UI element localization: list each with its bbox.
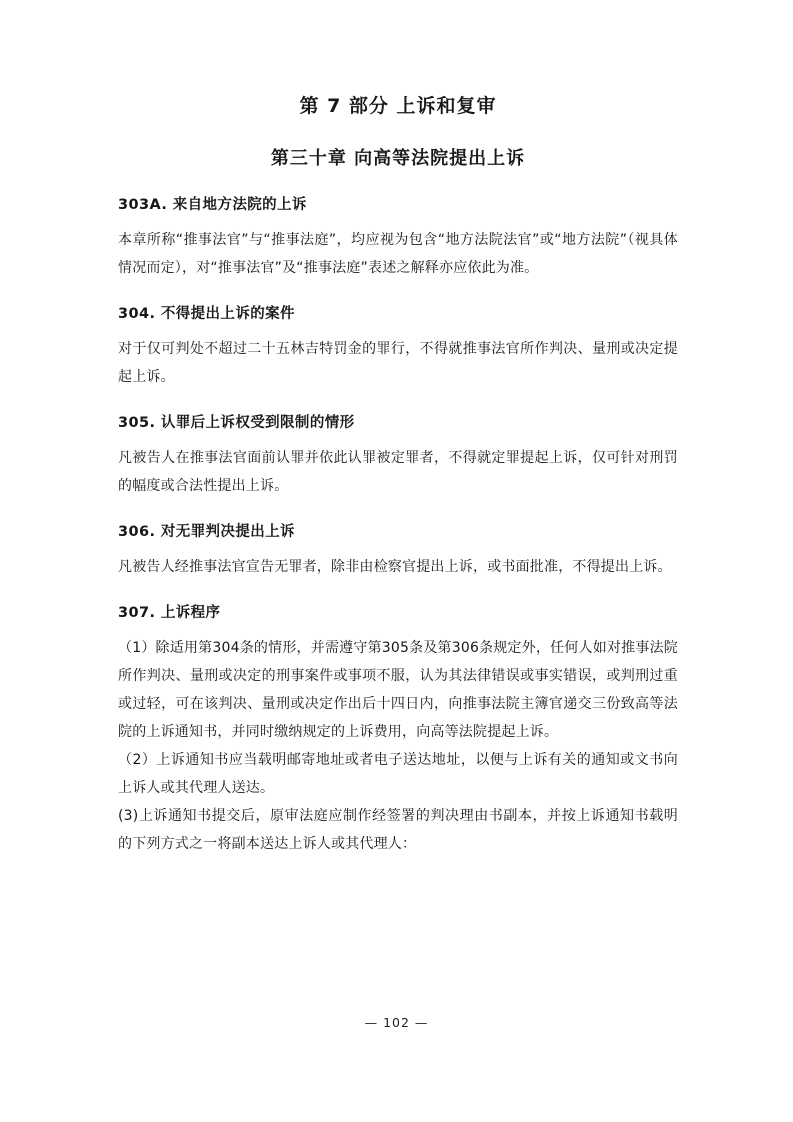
section-heading: 305. 认罪后上诉权受到限制的情形 <box>118 414 355 431</box>
page-number: — 102 — <box>364 1015 429 1030</box>
section-306 <box>118 521 678 581</box>
section-paragraph: （1）除适用第304条的情形，并需遵守第305条及第306条规定外，任何人如对推事法院所作判决、量刑或决定的刑事案件或事项不服，认为其法律错误或事实错误，或判刑过重或过轻，可在该判决、量刑或决定作出后十四日内，向推事法院主簿官递交三份致高等法院的上诉通知书，并同时缴纳规定的上诉费用，向高等法院提起上诉。 <box>118 640 678 741</box>
section-305 <box>118 412 678 500</box>
section-304 <box>118 303 678 391</box>
section-303a <box>118 194 678 282</box>
section-307 <box>118 602 678 858</box>
section-paragraph: 凡被告人经推事法官宣告无罪者，除非由检察官提出上诉，或书面批准，不得提出上诉。 <box>118 559 672 576</box>
section-paragraph: 凡被告人在推事法官面前认罪并依此认罪被定罪者，不得就定罪提起上诉，仅可针对刑罚的幅度或合法性提出上诉。 <box>118 450 678 495</box>
section-paragraph: (3)上诉通知书提交后，原审法庭应制作经签署的判决理由书副本，并按上诉通知书载明的下列方式之一将副本送达上诉人或其代理人： <box>118 808 678 853</box>
section-heading: 304. 不得提出上诉的案件 <box>118 305 295 322</box>
section-heading: 306. 对无罪判决提出上诉 <box>118 524 295 541</box>
chapter-title: 第三十章 向高等法院提出上诉 <box>270 147 526 169</box>
section-heading: 307. 上诉程序 <box>118 605 221 622</box>
section-paragraph: （2）上诉通知书应当载明邮寄地址或者电子送达地址，以便与上诉有关的通知或文书向上诉人或其代理人送达。 <box>118 752 678 797</box>
section-paragraph: 本章所称“推事法官”与“推事法庭”，均应视为包含“地方法院法官”或“地方法院”（视具体情况而定），对“推事法官”及“推事法庭”表述之解释亦应依此为准。 <box>118 231 678 276</box>
part-title: 第 7 部分 上诉和复审 <box>299 95 497 117</box>
section-heading: 303A. 来自地方法院的上诉 <box>118 196 307 213</box>
document-content <box>118 92 678 879</box>
section-paragraph: 对于仅可判处不超过二十五林吉特罚金的罪行，不得就推事法官所作判决、量刑或决定提起上诉。 <box>118 340 678 385</box>
